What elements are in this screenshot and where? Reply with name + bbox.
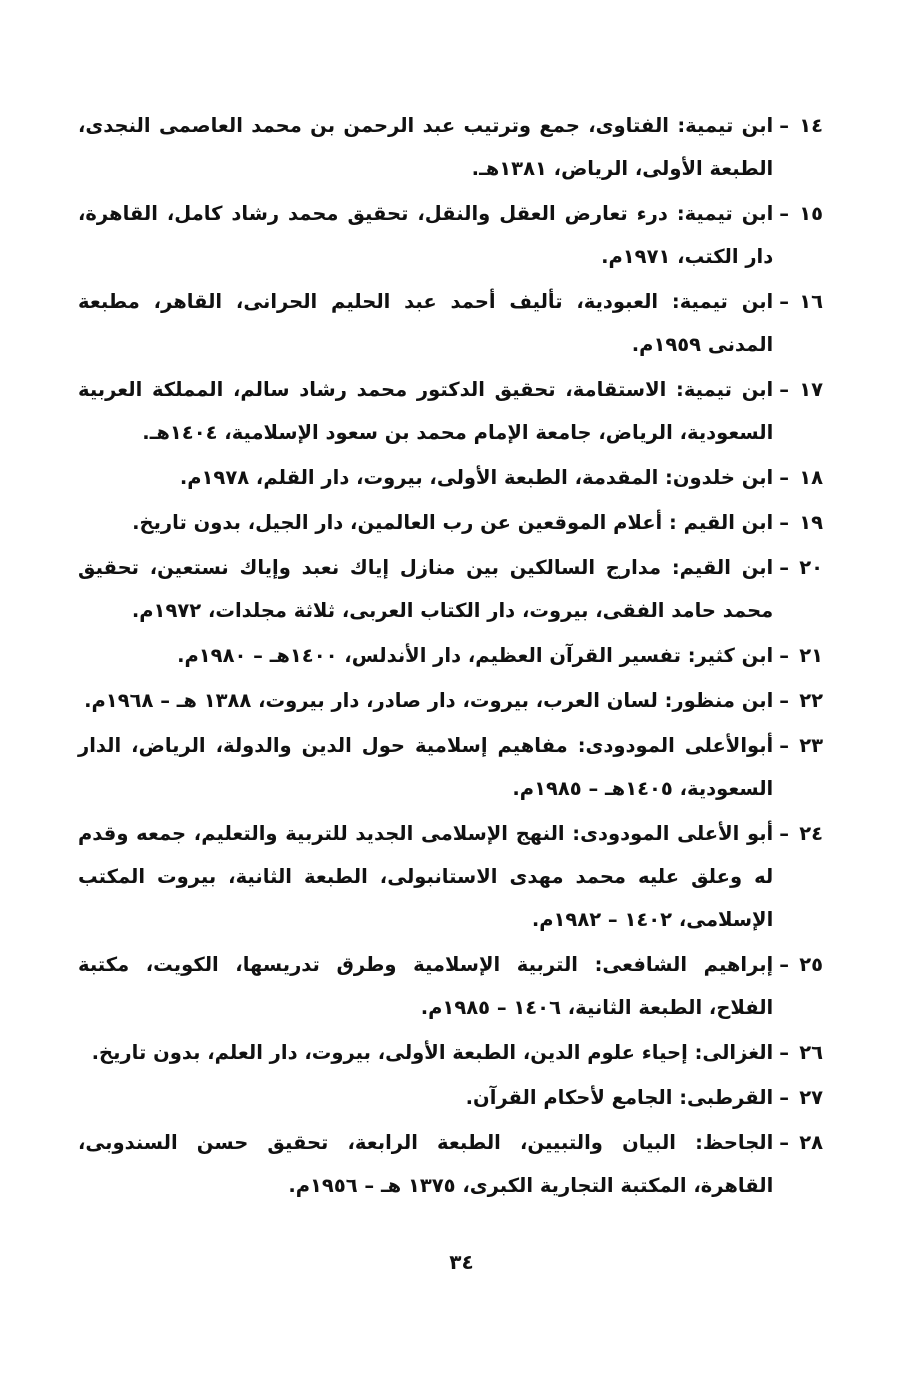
reference-text: ابن تيمية: الاستقامة، تحقيق الدكتور محمد رشاد سالم، المملكة العربية السعودية، الرياض، جامعة الإمام محمد بن سعود الإسلامية، ١٤٠٤هـ. — [78, 378, 774, 444]
reference-number: ٢٢ — [799, 689, 823, 712]
reference-dash: – — [779, 822, 789, 845]
reference-text: أبوالأعلى المودودى: مفاهيم إسلامية حول الدين والدولة، الرياض، الدار السعودية، ١٤٠٥هـ – ١٩٨٥م. — [78, 734, 774, 800]
reference-text: ابن القيم : أعلام الموقعين عن رب العالمين، دار الجيل، بدون تاريخ. — [132, 511, 774, 534]
reference-dash: – — [779, 1041, 789, 1064]
reference-number: ٢٤ — [799, 822, 823, 845]
reference-dash: – — [779, 734, 789, 757]
page-number: ٣٤ — [449, 1250, 474, 1274]
reference-item — [78, 1121, 823, 1207]
reference-dash: – — [779, 953, 789, 976]
reference-dash: – — [779, 1131, 789, 1154]
reference-dash: – — [779, 202, 789, 225]
reference-text: ابن خلدون: المقدمة، الطبعة الأولى، بيروت، دار القلم، ١٩٧٨م. — [179, 466, 774, 489]
reference-dash: – — [779, 114, 789, 137]
reference-number: ١٥ — [799, 202, 823, 225]
reference-text: ابن كثير: تفسير القرآن العظيم، دار الأندلس، ١٤٠٠هـ – ١٩٨٠م. — [177, 644, 774, 667]
reference-item — [78, 679, 823, 722]
reference-number: ٢٣ — [799, 734, 823, 757]
reference-number: ١٦ — [799, 290, 823, 313]
reference-text: إبراهيم الشافعى: التربية الإسلامية وطرق تدريسها، الكويت، مكتبة الفلاح، الطبعة الثانية، ١٤٠٦ – ١٩٨٥م. — [78, 953, 774, 1019]
reference-item — [78, 634, 823, 677]
reference-item — [78, 456, 823, 499]
reference-dash: – — [779, 689, 789, 712]
reference-number: ٢١ — [799, 644, 823, 667]
reference-item — [78, 192, 823, 278]
reference-dash: – — [779, 644, 789, 667]
reference-item — [78, 1076, 823, 1119]
reference-list — [78, 104, 823, 1209]
reference-item — [78, 368, 823, 454]
reference-dash: – — [779, 466, 789, 489]
reference-text: أبو الأعلى المودودى: النهج الإسلامى الجديد للتربية والتعليم، جمعه وقدم له وعلق عليه محمد مهدى الاستانبولى، الطبعة الثانية، بيروت المكتب الإسلامى، ١٤٠٢ – ١٩٨٢م. — [78, 822, 774, 931]
reference-dash: – — [779, 556, 789, 579]
reference-text: ابن تيمية: العبودية، تأليف أحمد عبد الحليم الحرانى، القاهر، مطبعة المدنى ١٩٥٩م. — [78, 290, 774, 356]
reference-text: ابن تيمية: الفتاوى، جمع وترتيب عبد الرحمن بن محمد العاصمى النجدى، الطبعة الأولى، الرياض، ١٣٨١هـ. — [78, 114, 774, 180]
reference-text: الغزالى: إحياء علوم الدين، الطبعة الأولى، بيروت، دار العلم، بدون تاريخ. — [91, 1041, 774, 1064]
reference-text: ابن تيمية: درء تعارض العقل والنقل، تحقيق محمد رشاد كامل، القاهرة، دار الكتب، ١٩٧١م. — [78, 202, 774, 268]
reference-item — [78, 501, 823, 544]
reference-item — [78, 104, 823, 190]
reference-number: ٢٦ — [799, 1041, 823, 1064]
reference-item — [78, 1031, 823, 1074]
reference-number: ٢٧ — [799, 1086, 823, 1109]
reference-text: ابن القيم: مدارج السالكين بين منازل إياك نعبد وإياك نستعين، تحقيق محمد حامد الفقى، بيروت، دار الكتاب العربى، ثلاثة مجلدات، ١٩٧٢م. — [78, 556, 774, 622]
reference-number: ١٤ — [799, 114, 823, 137]
reference-dash: – — [779, 511, 789, 534]
reference-number: ٢٠ — [799, 556, 823, 579]
reference-item — [78, 812, 823, 941]
reference-text: القرطبى: الجامع لأحكام القرآن. — [465, 1086, 774, 1109]
reference-dash: – — [779, 290, 789, 313]
reference-number: ٢٥ — [799, 953, 823, 976]
reference-dash: – — [779, 1086, 789, 1109]
reference-text: الجاحظ: البيان والتبيين، الطبعة الرابعة، تحقيق حسن السندوبى، القاهرة، المكتبة التجارية الكبرى، ١٣٧٥ هـ – ١٩٥٦م. — [78, 1131, 774, 1197]
reference-text: ابن منظور: لسان العرب، بيروت، دار صادر، دار بيروت، ١٣٨٨ هـ – ١٩٦٨م. — [84, 689, 774, 712]
reference-number: ١٧ — [799, 378, 823, 401]
reference-item — [78, 280, 823, 366]
reference-item — [78, 546, 823, 632]
reference-number: ١٩ — [799, 511, 823, 534]
reference-item — [78, 943, 823, 1029]
reference-number: ١٨ — [799, 466, 823, 489]
reference-number: ٢٨ — [799, 1131, 823, 1154]
reference-item — [78, 724, 823, 810]
reference-dash: – — [779, 378, 789, 401]
